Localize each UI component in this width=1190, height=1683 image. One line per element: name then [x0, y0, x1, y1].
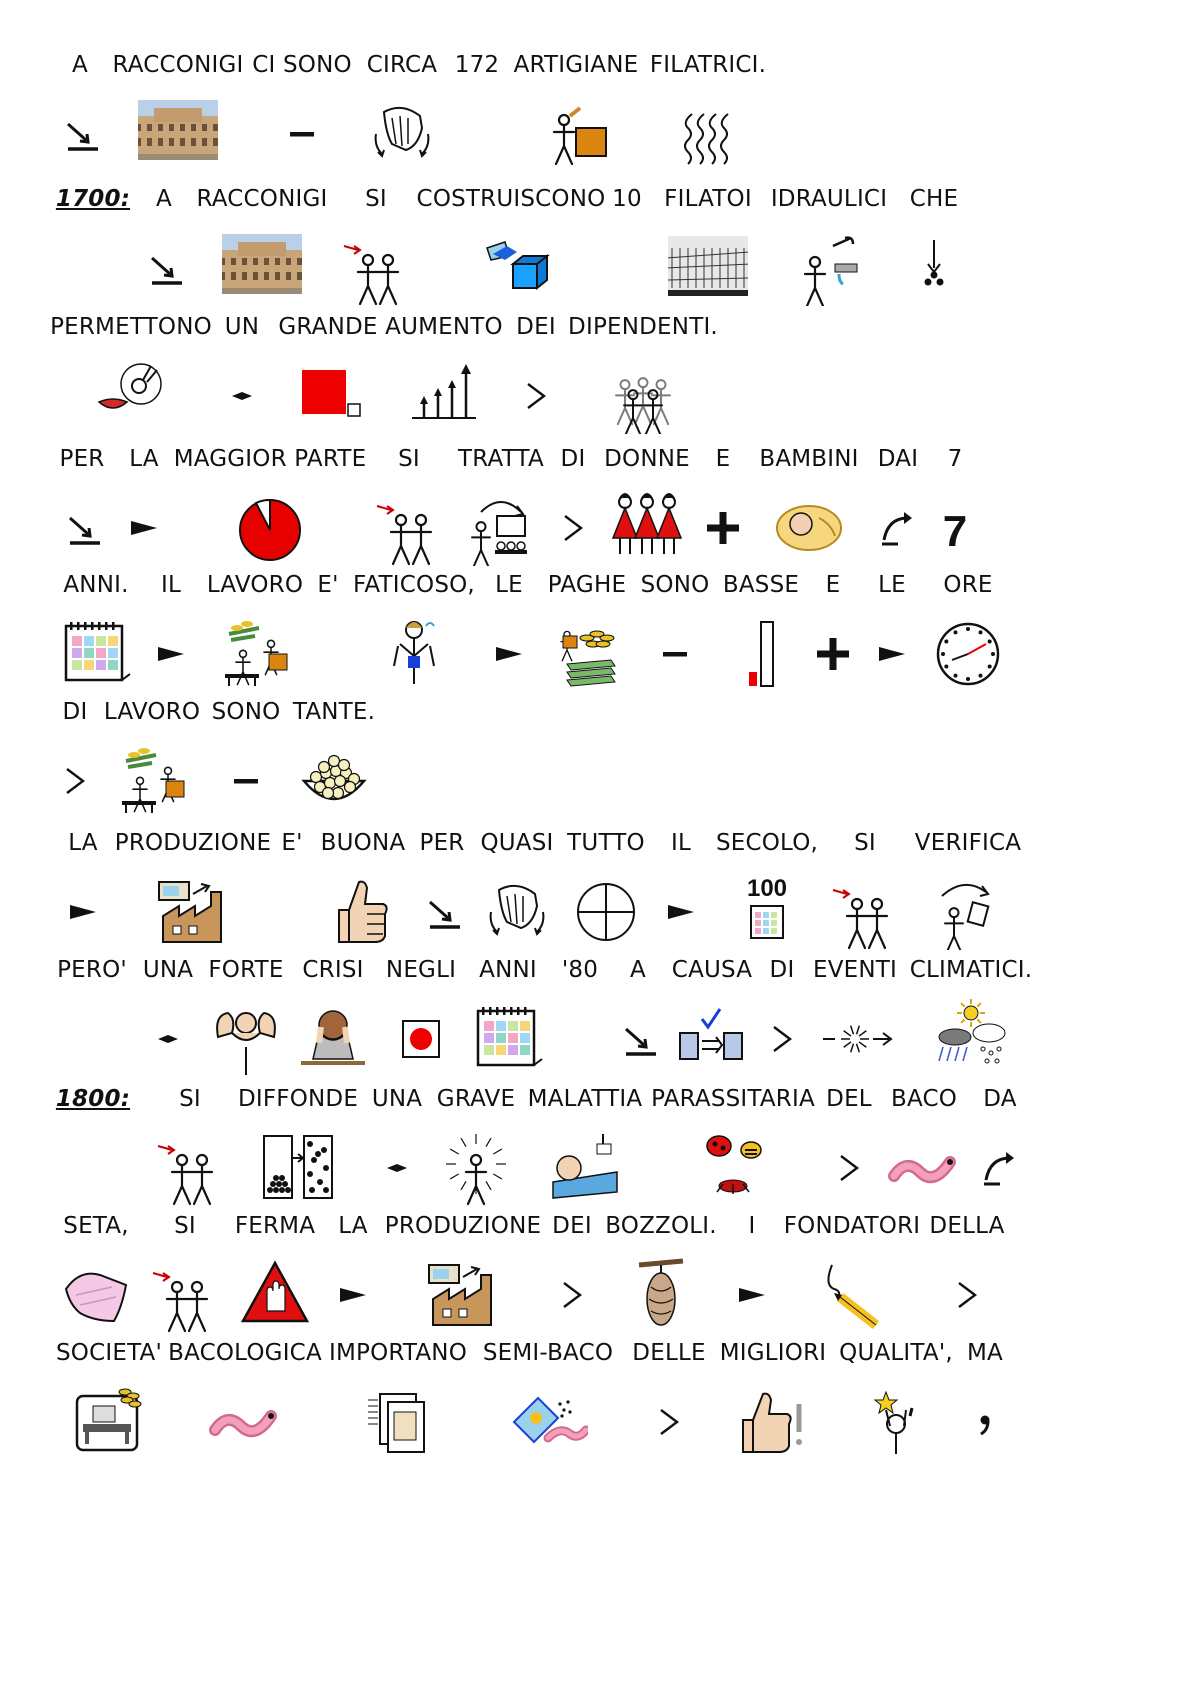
gt-icon — [809, 1128, 889, 1206]
crisis-icon — [293, 999, 373, 1077]
word-label: LAVORO — [103, 699, 201, 725]
presenter-icon — [461, 488, 541, 566]
word-label: I — [748, 1213, 756, 1239]
word-label: ORE — [943, 572, 993, 598]
word-label: PERMETTONO — [50, 314, 212, 340]
pie-icon — [230, 488, 310, 566]
triangle-icon — [712, 1255, 792, 1333]
word-label: SONO — [640, 572, 710, 598]
word-label: DEI — [552, 1213, 592, 1239]
word-label: LA — [68, 830, 98, 856]
women-icon — [607, 488, 687, 566]
documents-icon — [358, 1382, 438, 1460]
factory-icon — [153, 872, 233, 950]
thumb-icon — [323, 872, 403, 950]
calendar-icon — [468, 999, 548, 1077]
triangle-icon — [469, 614, 549, 692]
word-label: CI SONO — [252, 52, 352, 78]
event-icon — [815, 999, 895, 1077]
word-label: IL — [671, 830, 691, 856]
word-label: MAGGIOR PARTE — [173, 446, 367, 472]
word-label: PRODUZIONE — [384, 1213, 542, 1239]
word-label: BOZZOLI. — [605, 1213, 717, 1239]
plus-icon — [683, 488, 763, 566]
word-label: UN — [224, 314, 260, 340]
word-label: PER — [419, 830, 465, 856]
word-label: ARTIGIANE — [513, 52, 639, 78]
stop-sign-icon — [235, 1255, 315, 1333]
tired-person-icon — [374, 614, 454, 692]
word-label: FERMA — [234, 1213, 316, 1239]
word-label: CLIMATICI. — [909, 957, 1033, 983]
sentence-line — [0, 572, 1190, 702]
sentence-line — [0, 1340, 1190, 1470]
svg-text:7: 7 — [942, 507, 968, 556]
word-label: DI — [560, 446, 586, 472]
sentence-line — [0, 1213, 1190, 1343]
word-label: PARASSITARIA — [651, 1086, 815, 1112]
century-icon — [727, 872, 807, 950]
word-label: QUASI — [480, 830, 554, 856]
word-label: CIRCA — [366, 52, 438, 78]
gt-icon — [35, 741, 115, 819]
growth-arrows-icon — [404, 356, 484, 434]
word-label: IDRAULICI — [770, 186, 888, 212]
clock-icon — [928, 614, 1008, 692]
sentence-line — [0, 186, 1190, 316]
word-label: DI — [62, 699, 88, 725]
diamond-icon — [357, 1128, 437, 1206]
threads-icon — [668, 94, 748, 172]
approx-hand-icon — [362, 94, 442, 172]
gt-icon — [532, 1255, 612, 1333]
word-label: LE — [878, 572, 906, 598]
word-label: TANTE. — [292, 699, 376, 725]
word-label: DI — [769, 957, 795, 983]
word-label: 7 — [947, 446, 963, 472]
word-label: LA — [129, 446, 159, 472]
word-label: IL — [161, 572, 181, 598]
factory-icon — [423, 1255, 503, 1333]
gt-icon — [533, 488, 613, 566]
grave-person-icon — [436, 1128, 516, 1206]
cocoon-icon — [621, 1255, 701, 1333]
triangle-icon — [43, 872, 123, 950]
dash-icon — [206, 741, 286, 819]
to-arrow-icon — [124, 228, 204, 306]
to-arrow-icon — [598, 999, 678, 1077]
people-pair-icon — [150, 1128, 230, 1206]
word-label: PERO' — [57, 957, 127, 983]
from-arrow-icon — [960, 1128, 1040, 1206]
word-label: DEL — [826, 1086, 872, 1112]
word-label: SECOLO, — [715, 830, 819, 856]
word-label: GRAVE — [436, 1086, 516, 1112]
word-label: SETA, — [63, 1213, 129, 1239]
word-label: E' — [317, 572, 339, 598]
to-arrow-icon — [40, 94, 120, 172]
word-label: CHE — [909, 186, 959, 212]
word-label: LE — [495, 572, 523, 598]
word-label: PAGHE — [547, 572, 627, 598]
word-label: DAI — [877, 446, 919, 472]
triangle-icon — [641, 872, 721, 950]
dash-icon — [262, 94, 342, 172]
sentence-line — [0, 446, 1190, 576]
word-label: VERIFICA — [914, 830, 1022, 856]
gt-icon — [629, 1382, 709, 1460]
word-label: DONNE — [604, 446, 690, 472]
bugs-icon — [693, 1128, 773, 1206]
word-label: GRANDE — [278, 314, 378, 340]
word-label: 10 — [612, 186, 642, 212]
word-label: ANNI — [479, 957, 537, 983]
worm-icon — [205, 1382, 285, 1460]
word-label: COSTRUISCONO — [416, 186, 606, 212]
to-arrow-icon — [402, 872, 482, 950]
word-label: MA — [967, 1340, 1003, 1366]
thumb-best-icon — [733, 1382, 813, 1460]
word-label: EVENTI — [812, 957, 898, 983]
word-label: TUTTO — [567, 830, 645, 856]
word-label: BACOLOGICA — [168, 1340, 322, 1366]
word-label: E — [715, 446, 731, 472]
big-square-icon — [288, 356, 368, 434]
sick-icon — [545, 1128, 625, 1206]
word-label: BACO — [890, 1086, 958, 1112]
build-cubes-icon — [471, 228, 551, 306]
word-label: CAUSA — [671, 957, 753, 983]
pencil-icon — [812, 1255, 892, 1333]
word-label: PER — [59, 446, 105, 472]
word-label: LA — [338, 1213, 368, 1239]
silk-icon — [56, 1255, 136, 1333]
word-label: IMPORTANO — [328, 1340, 468, 1366]
baby-icon — [769, 488, 849, 566]
people-pair-icon — [825, 872, 905, 950]
people-pair-icon — [369, 488, 449, 566]
date-label: 1800: — [55, 1086, 131, 1112]
word-label: SEMI-BACO — [482, 1340, 614, 1366]
triangle-icon — [104, 488, 184, 566]
word-label: UNA — [371, 1086, 423, 1112]
word-label: A — [630, 957, 646, 983]
word-label: SI — [179, 1086, 201, 1112]
weather-icon — [931, 999, 1011, 1077]
triangle-icon — [852, 614, 932, 692]
word-label: DA — [983, 1086, 1017, 1112]
sentence-line — [0, 830, 1190, 960]
word-label: SI — [365, 186, 387, 212]
word-label: SI — [854, 830, 876, 856]
word-label: DEI — [516, 314, 556, 340]
word-label: 172 — [454, 52, 500, 78]
low-bar-icon — [721, 614, 801, 692]
cause-icon — [672, 999, 752, 1077]
diamond-icon — [128, 999, 208, 1077]
work-icon — [112, 741, 192, 819]
people-pair-icon — [145, 1255, 225, 1333]
word-label: RACCONIGI — [196, 186, 328, 212]
word-label: NEGLI — [385, 957, 457, 983]
strong-icon — [206, 999, 286, 1077]
word-label: SONO — [211, 699, 281, 725]
word-label: DELLA — [929, 1213, 1005, 1239]
mill-photo-icon — [668, 228, 748, 306]
triangle-icon — [131, 614, 211, 692]
word-label: FONDATORI — [783, 1213, 921, 1239]
word-label: FILATOI — [664, 186, 752, 212]
work-icon — [215, 614, 295, 692]
sentence-line — [0, 52, 1190, 182]
sentence-line — [0, 1086, 1190, 1216]
word-label: BUONA — [320, 830, 406, 856]
word-label: QUALITA', — [839, 1340, 953, 1366]
gt-icon — [927, 1255, 1007, 1333]
people-pair-icon — [336, 228, 416, 306]
word-label: FORTE — [208, 957, 284, 983]
word-label: UNA — [142, 957, 194, 983]
ok-mouth-icon — [91, 356, 171, 434]
word-label: TRATTA — [458, 446, 544, 472]
bowl-icon — [294, 741, 374, 819]
dash-icon — [635, 614, 715, 692]
word-label: SI — [174, 1213, 196, 1239]
plumber-icon — [789, 228, 869, 306]
gt-icon — [496, 356, 576, 434]
sentence-line — [0, 314, 1190, 444]
word-label: DIPENDENTI. — [568, 314, 718, 340]
diamond-icon — [202, 356, 282, 434]
word-label: SOCIETA' — [56, 1340, 162, 1366]
crosshair-icon — [566, 872, 646, 950]
word-label: BAMBINI — [759, 446, 859, 472]
word-label: '80 — [561, 957, 599, 983]
sentence-line — [0, 957, 1190, 1087]
word-label: ANNI. — [63, 572, 129, 598]
palace-photo-icon — [222, 228, 302, 306]
comma-icon — [945, 1382, 1025, 1460]
word-label: CRISI — [302, 957, 364, 983]
verify-icon — [928, 872, 1008, 950]
office-icon — [69, 1382, 149, 1460]
gt-icon — [742, 999, 822, 1077]
calendar-icon — [56, 614, 136, 692]
word-label: SI — [398, 446, 420, 472]
approx-hand-icon — [477, 872, 557, 950]
word-label: E — [825, 572, 841, 598]
palace-photo-icon — [138, 94, 218, 172]
date-label: 1700: — [55, 186, 131, 212]
word-label: A — [72, 52, 88, 78]
word-label: MALATTIA — [527, 1086, 643, 1112]
money-icon — [547, 614, 627, 692]
seeds-worm-icon — [508, 1382, 588, 1460]
che-arrow-icon — [894, 228, 974, 306]
dot-square-icon — [381, 999, 461, 1077]
word-label: PRODUZIONE — [114, 830, 272, 856]
word-label: A — [156, 186, 172, 212]
word-label: BASSE — [722, 572, 800, 598]
craftsman-icon — [536, 94, 616, 172]
triangle-icon — [313, 1255, 393, 1333]
workers-icon — [603, 356, 683, 434]
word-label: FILATRICI. — [649, 52, 767, 78]
word-label: DIFFONDE — [237, 1086, 359, 1112]
word-label: LAVORO — [206, 572, 304, 598]
spread-icon — [258, 1128, 338, 1206]
word-label: FATICOSO, — [353, 572, 475, 598]
word-label: AUMENTO — [385, 314, 503, 340]
word-label: DELLE — [632, 1340, 706, 1366]
word-label: MIGLIORI — [719, 1340, 827, 1366]
quality-icon — [856, 1382, 936, 1460]
word-label: E' — [281, 830, 303, 856]
sentence-line — [0, 699, 1190, 829]
word-label: RACCONIGI — [112, 52, 244, 78]
seven-icon — [915, 488, 995, 566]
svg-text:100: 100 — [746, 875, 788, 902]
worm-icon — [884, 1128, 964, 1206]
